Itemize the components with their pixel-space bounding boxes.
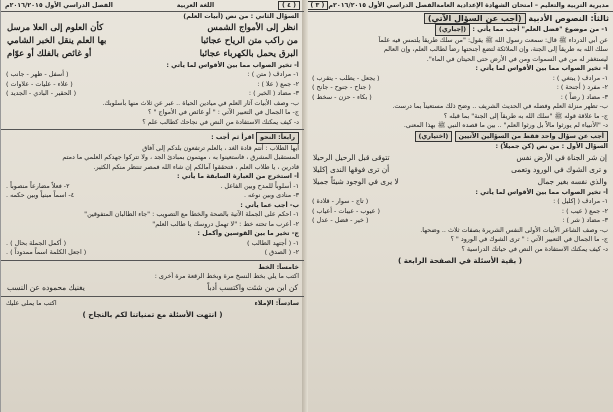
dictation-row xyxy=(1,299,304,309)
choice-item xyxy=(307,197,613,207)
question-line: ج- ما الجمال في التعبير الآتي : " أو غائص في الأمواج " ؟ xyxy=(148,108,299,116)
extract-first: ٣- منادى وبين نوعه . xyxy=(243,191,299,199)
poem-verse xyxy=(307,164,613,176)
choice-question: ٣- مضاد ( شر ) : xyxy=(562,216,608,224)
sub-question-title: ب- أجب عما يأتي : xyxy=(240,200,299,209)
continue-note: ( بقية الأسئلة في الصفحة الرابعة ) xyxy=(397,256,522,265)
header-subject: اللغة العربية xyxy=(176,2,215,9)
choice-options: ( الحقير - البادي - الجديد ) xyxy=(6,89,77,97)
section-heading xyxy=(1,132,304,144)
verse-second-half: كأن العلوم إلى العلا مرسل xyxy=(7,22,104,33)
sub-question-title: ج- تخير ما بين القوسين وأكمل : xyxy=(197,229,299,237)
hadith-line: سلك الله به طريقاً إلى الجنة، وإن الملائكة لتضع أجنحتها رضاً لطالب العلم، وإن العالم xyxy=(383,45,608,53)
verse-second-half: أو غائص بالفلك أو عوّام xyxy=(7,48,92,59)
extract-second: ٢- فعلاً مضارعاً منصوباً . xyxy=(6,181,70,190)
calligraphy-instruction: اكتب ما يلي بخط النسخ مرة وبخط الرقعة مرة أخرى : xyxy=(154,272,299,280)
choice-question: ٣- مضاد ( رضاً ) : xyxy=(560,92,608,101)
complete-instruction: ( اجعل الكلمة اسماً ممدوداً ) . xyxy=(6,248,87,256)
verse-first-half: إن شر الجناة في الأرض نفس xyxy=(516,152,607,162)
poem-verse xyxy=(1,35,304,48)
question-line: ١- احكم على الجملة الآتية بالصحة والخطأ مع التصويب : "جاء الطالبان المتفوقين" xyxy=(84,210,299,218)
choice-options: ( تاج - سوار - قلادة ) xyxy=(312,197,369,205)
extract-second: ٤- اسماً مبنياً وبين حكمه . xyxy=(6,191,75,199)
calligraphy-verse xyxy=(1,282,304,294)
section-title: ثالثاً: النصوص الأدبية xyxy=(528,14,609,23)
choice-options: ( أسفل - ظهر - جانب ) xyxy=(6,70,69,78)
verse-second-half: تتوقى قبل الرحيل الرحيلا xyxy=(313,152,390,162)
choice-question: ١- مرادف ( يبتغي ) : xyxy=(552,73,608,82)
extract-item xyxy=(1,191,304,201)
end-note: ( انتهت الأسئلة مع تمنياتنا لكم بالنجاح ) xyxy=(82,310,223,319)
choice-question: ٢- جمع ( عيب ) : xyxy=(561,206,608,215)
verse-first-half: من راكب متن الرياح عجائبا xyxy=(200,35,298,46)
header-school: مديرية التربية والتعليم – امتحان الشهادة الإعدادية العامة xyxy=(436,2,609,9)
question-line: ٢- أعرب ما تحته خط : "لا تهمل دروسك يا طالب العلم" xyxy=(152,219,299,228)
choice-item xyxy=(307,83,613,93)
question-line: ب- وصف الأبيات آثار العلم في ميادين الحياة .. عبر عن ثلاث منها بأسلوبك. xyxy=(102,98,299,107)
verse-first-half: والذي نفسه بغير جمال xyxy=(537,176,607,186)
divider xyxy=(1,296,304,297)
verse-second-half: يغنيك محموده عن النسب xyxy=(7,282,85,292)
complete-prompt: ٢- ( الصدق ) xyxy=(264,248,299,256)
choice-options: ( يجعل - يطلب - يتقرب ) xyxy=(312,73,380,82)
passage-line: قادرين ، يا طلاب العلم ، فتحققوا آمالكم إن شاء الله فمصر تنتظر منكم الكثير. xyxy=(93,162,299,171)
page-header xyxy=(1,0,304,12)
verse-second-half: بها العلم ينقل الخبر الشامي xyxy=(7,35,107,46)
first-question-title: السؤال الأول : من نص (كن جميلاً) : xyxy=(495,142,608,150)
divider xyxy=(1,129,304,130)
question-title xyxy=(307,24,613,36)
extract-first: ١- أسلوباً للمدح وبين الفاعل . xyxy=(220,181,299,190)
verse-first-half: انظر إلى الأمواج الشمس xyxy=(207,22,298,33)
poem-verse xyxy=(1,48,304,61)
question-text: ١- من موضوع "فضل العلم" أجب مما يأتي : xyxy=(472,25,608,33)
section-title: سادساً: الإملاء xyxy=(254,298,299,307)
choice-item xyxy=(307,74,613,84)
poem-verse xyxy=(307,152,613,164)
choice-question: ٢- مفرد ( أجنحة ) : xyxy=(556,83,608,91)
choice-question: ٢- جمع ( علا ) : xyxy=(257,79,299,88)
sub-question-title: أ- استخرج من العبارة السابقة ما يأتي : xyxy=(177,172,299,180)
hadith-line: عن أبي الدرداء ﷺ قال: سمعت رسول الله ﷺ يقول: "من سلك طريقاً يلتمس فيه علماً xyxy=(378,35,608,44)
question-line: د- كيف يمكنك الاستفادة من النص في نجاحك كطالب علم ؟ xyxy=(142,117,299,126)
verse-second-half: أن ترى فوقها الندى إكليلا xyxy=(313,164,390,174)
optional-title: أجب عن سؤال واحد فقط من السؤالين الآتيين xyxy=(455,131,608,143)
sub-question-title: أ- تخير الصواب مما بين الأقواس لما يأتي : xyxy=(166,60,299,69)
divider xyxy=(1,260,304,261)
header-term: الفصل الدراسي الأول ٢٠١٦/٢٠١٥م xyxy=(5,2,113,9)
question-line: د- "الأنبياء لم يورثوا مالاً بل ورثوا العلم" .. بين ما قصده النبي ﷺ بهذا المعنى. xyxy=(403,121,608,129)
page-four xyxy=(0,0,304,412)
header-term: الفصل الدراسي الأول ٢٠١٦/٢٠١٥م xyxy=(328,2,437,9)
complete-item xyxy=(1,248,304,258)
optional-heading xyxy=(307,131,613,143)
page-header xyxy=(307,0,613,12)
section-note: اقرأ ثم أجب : xyxy=(211,133,254,141)
choice-item xyxy=(1,70,304,80)
choice-options: ( خير - فضل - عدل ) xyxy=(312,216,369,224)
question-line: د- كيف يمكنك الاستفادة من النص في حياتك الدراسية ؟ xyxy=(461,244,608,253)
choice-options: ( جناح - جنوح - جانح ) xyxy=(312,83,371,91)
question-badge: (إجباري) xyxy=(435,24,470,36)
section-title: خامساً: الخط xyxy=(258,262,299,271)
dictation-instruction: اكتب ما يملى عليك xyxy=(6,298,57,307)
optional-badge: (اختياري) xyxy=(415,131,453,143)
poem-verse xyxy=(307,176,613,188)
verse-first-half: البرق يحمل بالكهرباء عجائبا xyxy=(199,48,298,59)
choice-options: ( عيوب - عيبات - أعياب ) xyxy=(312,206,380,215)
choice-item xyxy=(1,89,304,99)
verse-second-half: لا يرى في الوجود شيئاً جميلا xyxy=(313,176,399,186)
sub-question-title: أ- تخير الصواب مما بين الأقواس لما يأتي : xyxy=(475,64,608,72)
passage-line: المستقبل المشرق ، فاستعينوا به ، مهتمون بمبادئ الجد ، ولا تتركوا جهدكم العلمي ما دمتم xyxy=(62,153,299,161)
verse-first-half: و ترى الشوك في الورود وتعمى xyxy=(511,164,607,174)
section-note: (أجب عن السؤال الآتي) xyxy=(424,13,526,24)
choice-question: ٣- مضاد ( الخبر ) : xyxy=(248,89,299,97)
page-number: ( ٤ ) xyxy=(278,1,300,10)
choice-question: ١- مرادف ( إكليل ) : xyxy=(553,197,608,205)
choice-item xyxy=(1,80,304,90)
section-heading xyxy=(307,13,613,24)
section-title: رابعاً: النحو xyxy=(256,132,299,144)
choice-item xyxy=(307,93,613,103)
question-line: ب- تظهر منزلة العلم وفضله في الحديث الشريف .. وضح ذلك مستعيناً بما درست. xyxy=(392,102,608,110)
complete-instruction: ( أكمل الجملة بحال ) . xyxy=(6,238,67,247)
poem-verse xyxy=(1,22,304,35)
complete-item xyxy=(1,239,304,249)
question-line: ج- ما علاقة قوله ﷺ "سلك الله به طريقاً إلى الجنة" بما قبله ؟ xyxy=(443,111,608,120)
question-title: السؤال الثاني : من نص (أبيات العلم) xyxy=(183,12,299,20)
passage-line: أيها الطلاب : أنتم قادة الغد ، بالعلم ترتفعون بلدكم إلى آفاق xyxy=(142,143,299,152)
choice-options: ( علاء - عليات - علاوات ) xyxy=(6,79,73,88)
complete-prompt: ١- ( أجتهد الطالب ) xyxy=(247,238,299,247)
choice-item xyxy=(307,216,613,226)
question-line: ب- وصف الشاعر الأبيات الأولى النفس الشريرة بصفات ثلاث .. وضحها. xyxy=(420,225,608,234)
extract-item xyxy=(1,182,304,192)
page-number: ( ٣ ) xyxy=(307,1,328,10)
sub-question-title: أ- تخير الصواب مما بين الأقواس لما يأتي : xyxy=(475,187,608,196)
hadith-line: ليستغفر له من في السموات ومن في الأرض حتى الحيتان في الماء". xyxy=(426,54,608,63)
choice-options: ( بكاء - حزن - سخط ) xyxy=(312,92,372,101)
choice-question: ١- مرادف ( متن ) : xyxy=(247,70,299,78)
choice-item xyxy=(307,207,613,217)
page-three xyxy=(307,0,613,412)
question-line: ج- ما الجمال في التعبير الآتي : " ترى الشوك في الورود " ؟ xyxy=(450,235,608,243)
verse-first-half: كن ابن من شئت واكتسب أدباً xyxy=(207,282,298,292)
